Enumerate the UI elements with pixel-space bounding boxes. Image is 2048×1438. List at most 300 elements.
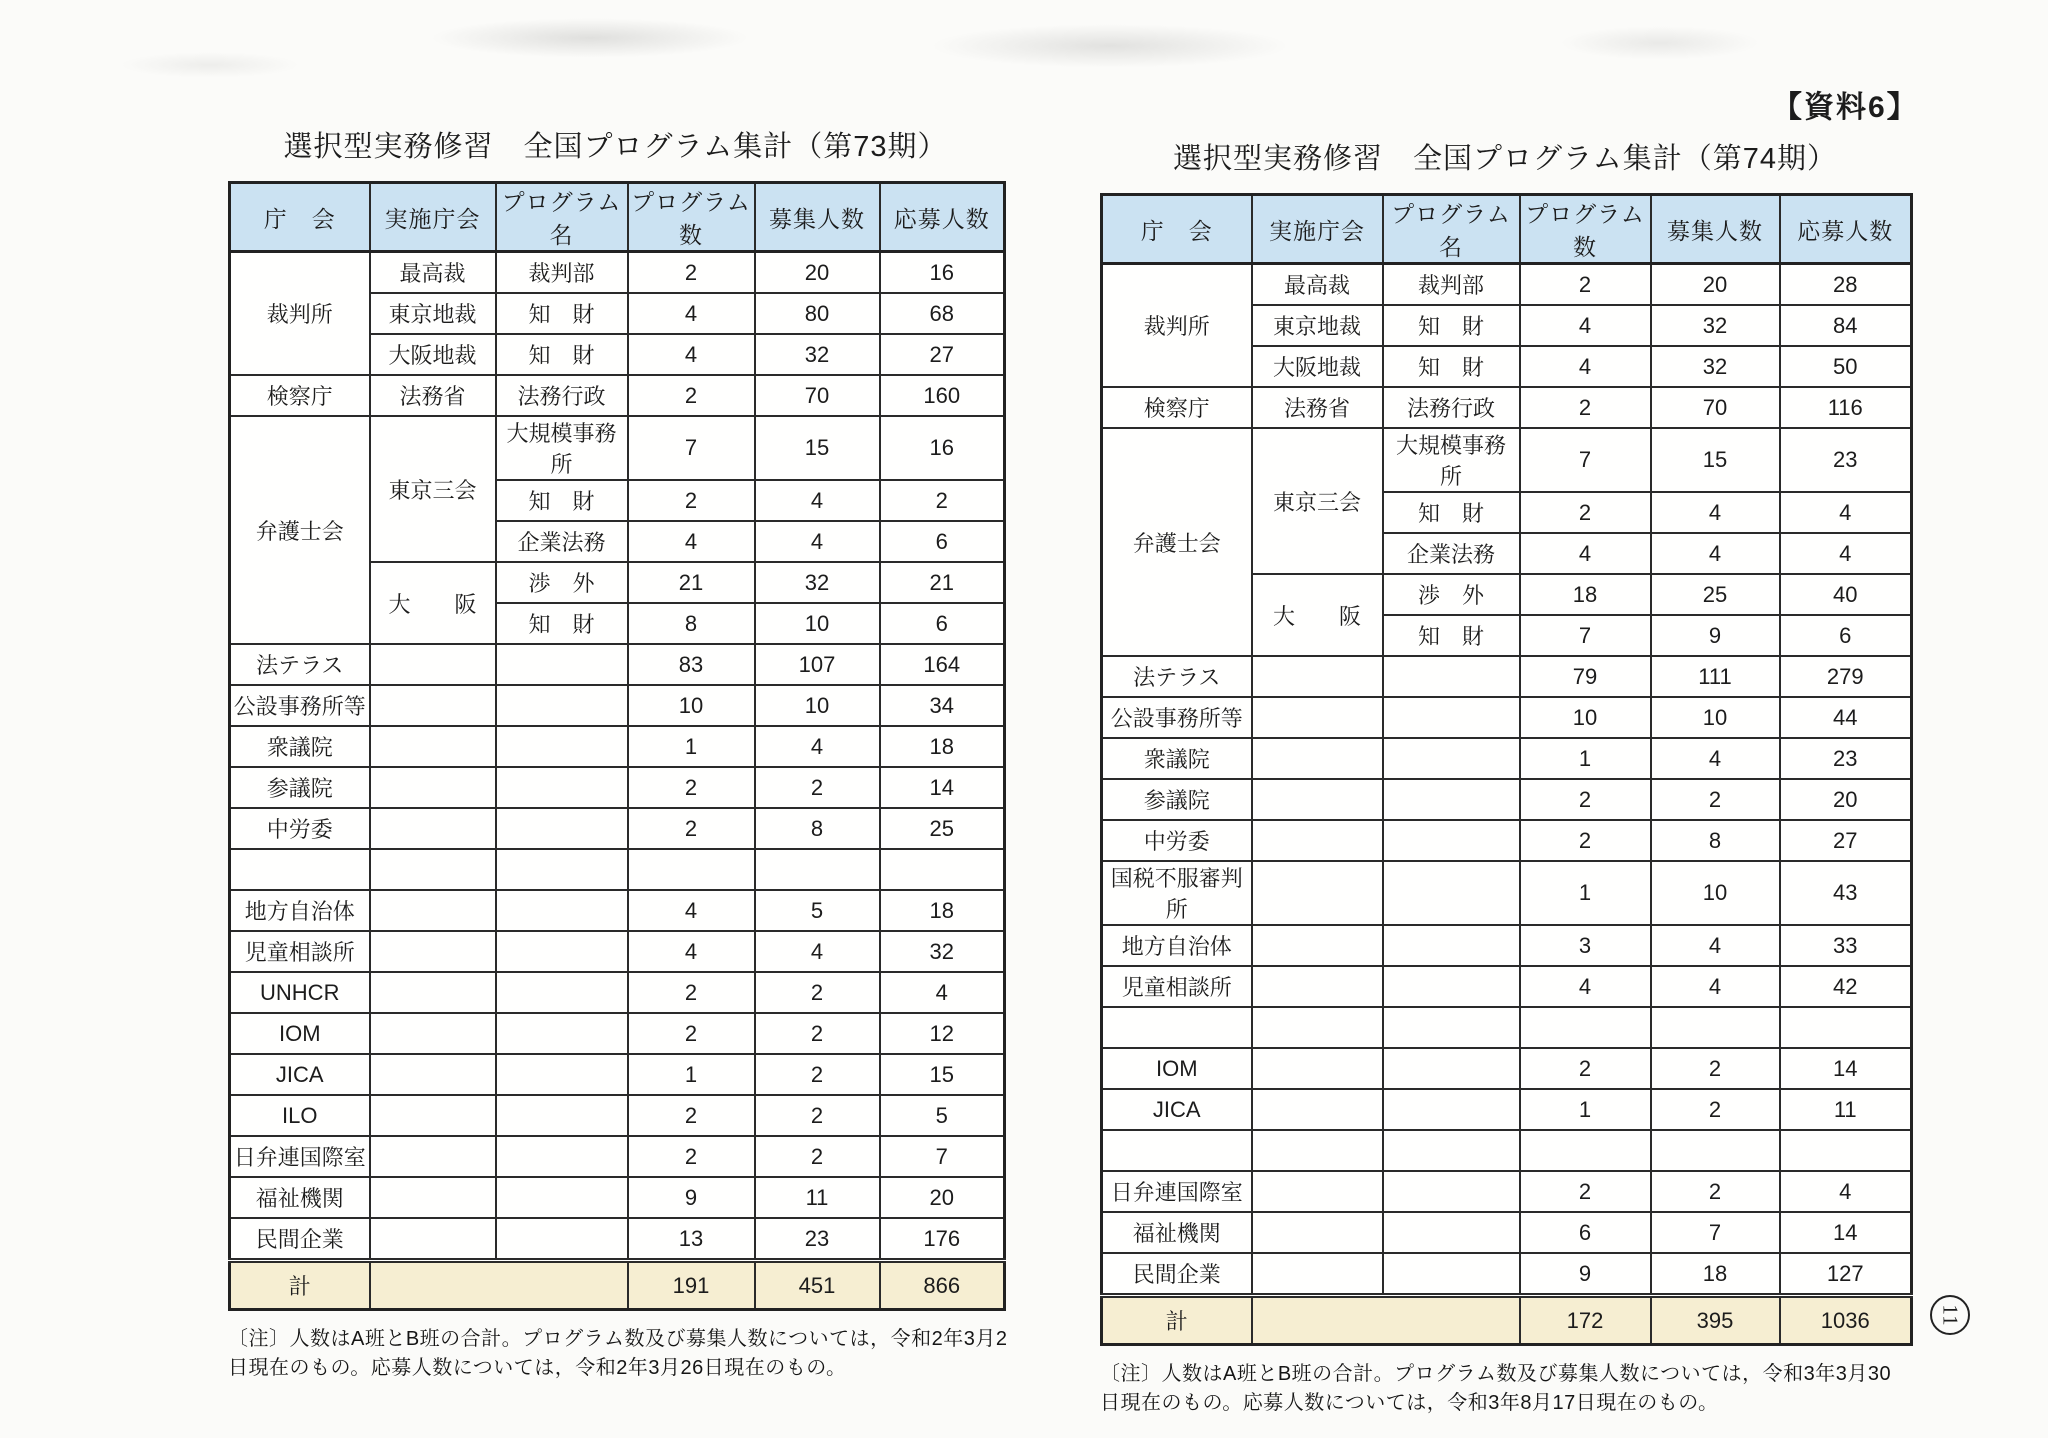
cell	[496, 644, 628, 685]
cell: 法テラス	[1102, 656, 1252, 697]
table-row	[1102, 925, 1912, 966]
cell	[496, 1218, 628, 1261]
cell: 23	[755, 1218, 880, 1261]
cell	[496, 1095, 628, 1136]
document-reference-label: 【資料6】	[1772, 91, 1919, 124]
cell: 7	[628, 416, 755, 480]
cell: 4	[1651, 492, 1780, 533]
column-header: 庁 会	[1102, 195, 1252, 264]
cell: 28	[1780, 264, 1912, 306]
cell: 企業法務	[1383, 533, 1520, 574]
table-row	[230, 931, 1005, 972]
cell: 公設事務所等	[230, 685, 370, 726]
total-row	[230, 1261, 1005, 1310]
table-row	[1102, 1089, 1912, 1130]
cell: 4	[628, 334, 755, 375]
cell: 4	[1780, 1171, 1912, 1212]
total-cell: 191	[628, 1261, 755, 1310]
cell: 裁判所	[1102, 264, 1252, 388]
cell	[370, 849, 496, 890]
cell: 10	[1651, 697, 1780, 738]
cell: 福祉機関	[230, 1177, 370, 1218]
cell: 18	[880, 890, 1005, 931]
cell: 32	[1651, 305, 1780, 346]
cell	[1383, 861, 1520, 925]
cell: 衆議院	[230, 726, 370, 767]
total-cell	[1252, 1296, 1520, 1345]
cell: 107	[755, 644, 880, 685]
cell	[1383, 1007, 1520, 1048]
cell	[1252, 1089, 1383, 1130]
cell: 4	[628, 521, 755, 562]
cell: 5	[755, 890, 880, 931]
cell	[370, 1136, 496, 1177]
total-cell: 172	[1520, 1296, 1651, 1345]
cell: 2	[755, 1013, 880, 1054]
cell	[1383, 656, 1520, 697]
cell: 4	[1520, 533, 1651, 574]
cell	[1383, 925, 1520, 966]
table-row	[1102, 1130, 1912, 1171]
cell: 20	[880, 1177, 1005, 1218]
total-row	[1102, 1296, 1912, 1345]
cell	[496, 1177, 628, 1218]
total-cell: 計	[230, 1261, 370, 1310]
cell: 検察庁	[1102, 387, 1252, 428]
cell: 68	[880, 293, 1005, 334]
cell: 33	[1780, 925, 1912, 966]
table-title-74: 選択型実務修習 全国プログラム集計（第74期）	[1173, 143, 1837, 175]
cell	[370, 1095, 496, 1136]
cell: 27	[1780, 820, 1912, 861]
column-header: 応募人数	[1780, 195, 1912, 264]
table-row	[230, 890, 1005, 931]
cell: 42	[1780, 966, 1912, 1007]
cell: 知 財	[1383, 346, 1520, 387]
cell: 43	[1780, 861, 1912, 925]
table-row	[230, 1136, 1005, 1177]
cell: 2	[755, 767, 880, 808]
cell: 176	[880, 1218, 1005, 1261]
header-row	[1102, 195, 1912, 264]
table-note-74: 〔注〕人数はA班とB班の合計。プログラム数及び募集人数については，令和3年3月30日現在のもの。応募人数については，令和3年8月17日現在のもの。	[1100, 1363, 1892, 1414]
cell: 大阪地裁	[1252, 346, 1383, 387]
table-title-73: 選択型実務修習 全国プログラム集計（第73期）	[283, 131, 948, 163]
cell: 最高裁	[370, 252, 496, 294]
table-row	[230, 1054, 1005, 1095]
cell: 10	[1651, 861, 1780, 925]
table-row	[1102, 820, 1912, 861]
page-number: 11	[1938, 1303, 1963, 1327]
cell: 民間企業	[230, 1218, 370, 1261]
cell	[496, 685, 628, 726]
cell: 32	[1651, 346, 1780, 387]
cell: 3	[1520, 925, 1651, 966]
cell: 4	[1520, 346, 1651, 387]
cell: 23	[1780, 428, 1912, 492]
cell: 渉 外	[496, 562, 628, 603]
cell: ILO	[230, 1095, 370, 1136]
column-header: 実施庁会	[370, 183, 496, 252]
cell: 1	[1520, 861, 1651, 925]
cell: 大 阪	[1252, 574, 1383, 656]
cell: 111	[1651, 656, 1780, 697]
cell: 東京三会	[1252, 428, 1383, 574]
cell: 20	[1651, 264, 1780, 306]
cell: 2	[628, 1095, 755, 1136]
cell: 18	[880, 726, 1005, 767]
cell: 法務行政	[1383, 387, 1520, 428]
cell: 4	[1651, 966, 1780, 1007]
cell: 15	[880, 1054, 1005, 1095]
cell: 2	[880, 480, 1005, 521]
cell: 参議院	[230, 767, 370, 808]
page-number-circle	[1930, 1295, 1970, 1335]
cell: 法テラス	[230, 644, 370, 685]
cell: IOM	[230, 1013, 370, 1054]
cell: 14	[1780, 1212, 1912, 1253]
cell: 2	[1520, 492, 1651, 533]
cell: 法務行政	[496, 375, 628, 416]
cell: 80	[755, 293, 880, 334]
cell	[1651, 1007, 1780, 1048]
cell: 知 財	[496, 334, 628, 375]
cell	[1383, 820, 1520, 861]
table-row	[230, 972, 1005, 1013]
table-row	[1102, 738, 1912, 779]
cell: 4	[1520, 966, 1651, 1007]
cell	[496, 931, 628, 972]
cell: 4	[1780, 492, 1912, 533]
cell	[1383, 1171, 1520, 1212]
table-row	[230, 1013, 1005, 1054]
cell: 4	[628, 890, 755, 931]
cell	[496, 808, 628, 849]
cell: 児童相談所	[1102, 966, 1252, 1007]
cell: 9	[1651, 615, 1780, 656]
cell: 44	[1780, 697, 1912, 738]
table-row	[230, 767, 1005, 808]
cell: 8	[1651, 820, 1780, 861]
cell: 国税不服審判所	[1102, 861, 1252, 925]
cell: 4	[755, 521, 880, 562]
cell: UNHCR	[230, 972, 370, 1013]
table-note-73: 〔注〕人数はA班とB班の合計。プログラム数及び募集人数については，令和2年3月2日現在のもの。応募人数については，令和2年3月26日現在のもの。	[228, 1328, 1008, 1379]
cell: 4	[755, 480, 880, 521]
cell	[1252, 820, 1383, 861]
column-header: 募集人数	[1651, 195, 1780, 264]
cell: 衆議院	[1102, 738, 1252, 779]
table-row	[230, 375, 1005, 416]
summary-table-block-73	[228, 124, 1008, 1383]
program-summary-table-73	[228, 181, 1006, 1311]
cell: 6	[880, 603, 1005, 644]
cell: 2	[628, 375, 755, 416]
table-row	[1102, 428, 1912, 492]
cell: 1	[628, 726, 755, 767]
cell	[370, 726, 496, 767]
cell: 25	[880, 808, 1005, 849]
program-summary-table-74	[1100, 193, 1913, 1346]
cell: 23	[1780, 738, 1912, 779]
table-row	[230, 808, 1005, 849]
cell: 6	[1520, 1212, 1651, 1253]
cell	[1780, 1130, 1912, 1171]
cell: 70	[1651, 387, 1780, 428]
cell	[496, 972, 628, 1013]
scan-smudge	[120, 52, 300, 78]
cell	[496, 726, 628, 767]
cell	[1252, 925, 1383, 966]
cell: 2	[628, 767, 755, 808]
cell: 83	[628, 644, 755, 685]
table-row	[1102, 656, 1912, 697]
cell	[370, 767, 496, 808]
cell	[1102, 1007, 1252, 1048]
cell	[370, 890, 496, 931]
cell: 4	[1780, 533, 1912, 574]
table-row	[1102, 697, 1912, 738]
cell: 5	[880, 1095, 1005, 1136]
total-cell: 451	[755, 1261, 880, 1310]
table-row	[1102, 387, 1912, 428]
cell	[1252, 966, 1383, 1007]
cell	[496, 1136, 628, 1177]
table-row	[230, 1095, 1005, 1136]
cell: 最高裁	[1252, 264, 1383, 306]
cell	[1383, 1212, 1520, 1253]
cell: 企業法務	[496, 521, 628, 562]
cell	[496, 890, 628, 931]
cell: 4	[1651, 925, 1780, 966]
cell: 10	[628, 685, 755, 726]
cell: 2	[1651, 1171, 1780, 1212]
cell: 大 阪	[370, 562, 496, 644]
cell: 2	[1520, 387, 1651, 428]
cell: 知 財	[1383, 492, 1520, 533]
cell	[1383, 1048, 1520, 1089]
cell	[1383, 966, 1520, 1007]
cell: 4	[755, 726, 880, 767]
cell: 16	[880, 416, 1005, 480]
column-header: プログラム数	[628, 183, 755, 252]
cell: 127	[1780, 1253, 1912, 1296]
cell: 福祉機関	[1102, 1212, 1252, 1253]
cell: 法務省	[370, 375, 496, 416]
cell: 2	[755, 1054, 880, 1095]
cell: 2	[628, 480, 755, 521]
cell: 児童相談所	[230, 931, 370, 972]
cell: 6	[880, 521, 1005, 562]
cell	[370, 972, 496, 1013]
cell: 6	[1780, 615, 1912, 656]
table-row	[1102, 966, 1912, 1007]
cell: 中労委	[230, 808, 370, 849]
table-row	[230, 1177, 1005, 1218]
total-cell: 395	[1651, 1296, 1780, 1345]
table-row	[1102, 1171, 1912, 1212]
cell: 12	[880, 1013, 1005, 1054]
cell: 裁判所	[230, 252, 370, 376]
cell: 18	[1651, 1253, 1780, 1296]
cell	[1383, 697, 1520, 738]
cell: 164	[880, 644, 1005, 685]
cell: 14	[880, 767, 1005, 808]
cell: 2	[1651, 1048, 1780, 1089]
cell: 2	[755, 1136, 880, 1177]
cell: 8	[628, 603, 755, 644]
cell	[370, 644, 496, 685]
cell: 40	[1780, 574, 1912, 615]
cell: 2	[1520, 820, 1651, 861]
cell	[880, 849, 1005, 890]
cell: 知 財	[496, 603, 628, 644]
cell: 大規模事務所	[496, 416, 628, 480]
cell: 参議院	[1102, 779, 1252, 820]
cell: 21	[628, 562, 755, 603]
cell: 11	[755, 1177, 880, 1218]
cell: 32	[755, 334, 880, 375]
cell: 大規模事務所	[1383, 428, 1520, 492]
column-header: プログラム数	[1520, 195, 1651, 264]
cell: 東京地裁	[1252, 305, 1383, 346]
cell: 4	[1651, 533, 1780, 574]
cell: 4	[628, 293, 755, 334]
cell: 2	[755, 972, 880, 1013]
cell: 2	[1651, 779, 1780, 820]
cell: 13	[628, 1218, 755, 1261]
cell: 中労委	[1102, 820, 1252, 861]
table-row	[1102, 1253, 1912, 1296]
table-row	[230, 726, 1005, 767]
cell	[496, 767, 628, 808]
cell: 2	[1520, 1048, 1651, 1089]
cell	[370, 808, 496, 849]
cell: 1	[1520, 738, 1651, 779]
cell	[496, 849, 628, 890]
cell: 9	[628, 1177, 755, 1218]
cell	[1383, 1130, 1520, 1171]
cell: 7	[1520, 615, 1651, 656]
cell	[230, 849, 370, 890]
cell: 1	[628, 1054, 755, 1095]
cell	[1780, 1007, 1912, 1048]
cell	[1252, 1171, 1383, 1212]
cell: 116	[1780, 387, 1912, 428]
summary-table-block-74	[1100, 136, 1910, 1418]
cell: 4	[1520, 305, 1651, 346]
cell: 16	[880, 252, 1005, 294]
cell: 2	[628, 1136, 755, 1177]
table-row	[230, 252, 1005, 294]
cell: 10	[755, 685, 880, 726]
cell: 弁護士会	[230, 416, 370, 644]
cell: 9	[1520, 1253, 1651, 1296]
cell: 弁護士会	[1102, 428, 1252, 656]
column-header: 応募人数	[880, 183, 1005, 252]
scan-smudge	[930, 24, 1290, 68]
cell: 2	[1520, 779, 1651, 820]
cell: 2	[628, 1013, 755, 1054]
cell	[1252, 656, 1383, 697]
cell: 4	[1651, 738, 1780, 779]
cell: 34	[880, 685, 1005, 726]
cell: 7	[880, 1136, 1005, 1177]
cell: 2	[1651, 1089, 1780, 1130]
cell: 2	[755, 1095, 880, 1136]
cell: 裁判部	[1383, 264, 1520, 306]
cell	[755, 849, 880, 890]
column-header: プログラム名	[1383, 195, 1520, 264]
cell: 民間企業	[1102, 1253, 1252, 1296]
cell	[370, 1177, 496, 1218]
cell: 15	[755, 416, 880, 480]
table-row	[230, 644, 1005, 685]
cell	[628, 849, 755, 890]
cell: 160	[880, 375, 1005, 416]
cell: 25	[1651, 574, 1780, 615]
total-cell: 1036	[1780, 1296, 1912, 1345]
cell: 裁判部	[496, 252, 628, 294]
cell: 27	[880, 334, 1005, 375]
cell: 日弁連国際室	[230, 1136, 370, 1177]
cell: 法務省	[1252, 387, 1383, 428]
total-cell: 866	[880, 1261, 1005, 1310]
cell: 15	[1651, 428, 1780, 492]
cell: 79	[1520, 656, 1651, 697]
cell	[1252, 1130, 1383, 1171]
cell: 公設事務所等	[1102, 697, 1252, 738]
cell: 地方自治体	[230, 890, 370, 931]
cell: 知 財	[1383, 615, 1520, 656]
cell	[1102, 1130, 1252, 1171]
cell: 7	[1520, 428, 1651, 492]
cell	[370, 1218, 496, 1261]
cell	[370, 931, 496, 972]
cell	[496, 1054, 628, 1095]
scan-smudge	[430, 18, 750, 58]
cell: 2	[628, 252, 755, 294]
cell: 地方自治体	[1102, 925, 1252, 966]
cell: 渉 外	[1383, 574, 1520, 615]
cell	[1520, 1007, 1651, 1048]
cell: 11	[1780, 1089, 1912, 1130]
cell: 4	[628, 931, 755, 972]
cell: JICA	[1102, 1089, 1252, 1130]
cell: 21	[880, 562, 1005, 603]
column-header: 実施庁会	[1252, 195, 1383, 264]
cell: 日弁連国際室	[1102, 1171, 1252, 1212]
column-header: 募集人数	[755, 183, 880, 252]
cell: 知 財	[496, 293, 628, 334]
cell: 検察庁	[230, 375, 370, 416]
total-cell: 計	[1102, 1296, 1252, 1345]
scan-smudge	[1560, 26, 1760, 60]
cell	[1252, 1007, 1383, 1048]
cell: 2	[1520, 264, 1651, 306]
table-row	[230, 685, 1005, 726]
cell	[1252, 1253, 1383, 1296]
cell: 1	[1520, 1089, 1651, 1130]
column-header: プログラム名	[496, 183, 628, 252]
table-row	[1102, 1048, 1912, 1089]
table-row	[1102, 264, 1912, 306]
cell: 東京地裁	[370, 293, 496, 334]
cell: 大阪地裁	[370, 334, 496, 375]
cell: 14	[1780, 1048, 1912, 1089]
cell: 知 財	[496, 480, 628, 521]
cell: 20	[755, 252, 880, 294]
